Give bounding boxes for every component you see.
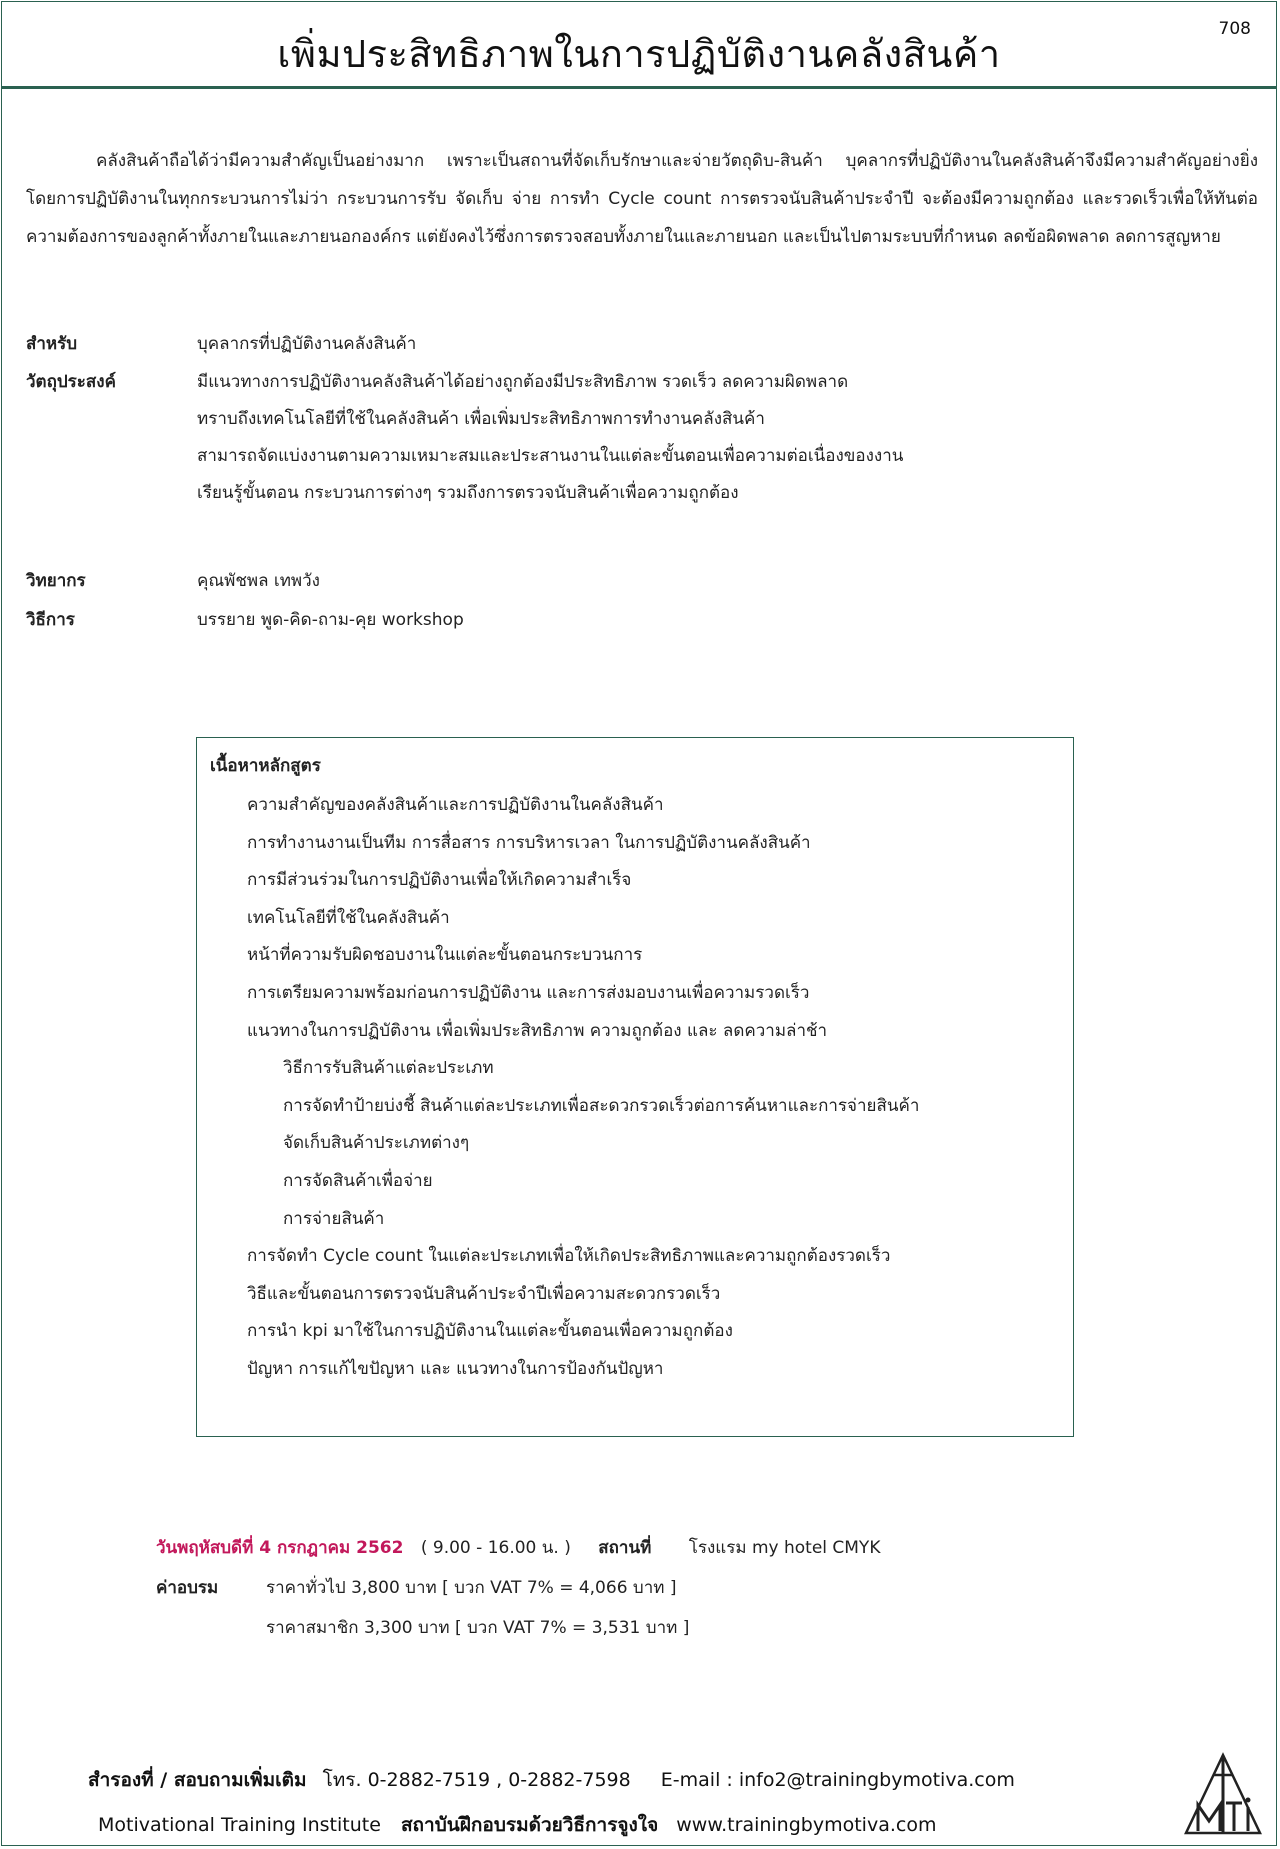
org-name-en: Motivational Training Institute	[98, 1814, 381, 1836]
intro-paragraph: คลังสินค้าถือได้ว่ามีความสำคัญเป็นอย่างมาก เพราะเป็นสถานที่จัดเก็บรักษาและจ่ายวัตถุดิบ-สินค้า บุคลากรที่ปฏิบัติงานในคลังสินค้าจึงมีความสำคัญอย่างยิ่ง โดยการปฏิบัติงานในทุกกระบวนการไม่ว่า กระบวนการรับ จัดเก็บ จ่าย การทำ Cycle count การตรวจนับสินค้าประจำปี จะต้องมีความถูกต้อง และรวดเร็วเพื่อให้ทันต่อความต้องการของลูกค้าทั้งภายในและภายนอกองค์กร แต่ยังคงไว้ซึ่งการตรวจสอบทั้งภายในและภายนอก และเป็นไปตามระบบที่กำหนด ลดข้อผิดพลาด ลดการสูญหาย	[26, 151, 1258, 247]
venue-label: สถานที่	[598, 1538, 652, 1558]
website-link[interactable]: www.trainingbymotiva.com	[676, 1814, 937, 1836]
outline-subitem: วิธีการรับสินค้าแต่ละประเภท	[283, 1058, 494, 1079]
audience-label: สำหรับ	[26, 334, 78, 354]
outline-list	[197, 787, 919, 1389]
outline-item: การมีส่วนร่วมในการปฏิบัติงานเพื่อให้เกิดความสำเร็จ	[247, 870, 632, 891]
reserve-label: สำรองที่ / สอบถามเพิ่มเติม	[88, 1769, 307, 1791]
outline-item: ปัญหา การแก้ไขปัญหา และ แนวทางในการป้องกันปัญหา	[247, 1358, 664, 1379]
page-header	[1, 1, 1277, 89]
speaker-value: คุณพัชพล เทพวัง	[197, 571, 320, 591]
outline-subitem: จัดเก็บสินค้าประเภทต่างๆ	[283, 1133, 470, 1154]
method-label: วิธีการ	[26, 610, 75, 630]
event-time: ( 9.00 - 16.00 น. )	[420, 1538, 571, 1558]
phone-numbers: โทร. 0-2882-7519 , 0-2882-7598	[322, 1769, 631, 1791]
page-title: เพิ่มประสิทธิภาพในการปฏิบัติงานคลังสินค้า	[277, 32, 1001, 76]
objectives-list	[197, 364, 903, 512]
mti-logo-icon	[1182, 1751, 1264, 1837]
outline-item: ความสำคัญของคลังสินค้าและการปฏิบัติงานในคลังสินค้า	[247, 795, 664, 815]
outline-item: หน้าที่ความรับผิดชอบงานในแต่ละขั้นตอนกระบวนการ	[247, 945, 643, 966]
organization-line	[98, 1810, 936, 1840]
event-date: วันพฤหัสบดีที่ 4 กรกฎาคม 2562	[156, 1538, 404, 1558]
outline-item: เทคโนโลยีที่ใช้ในคลังสินค้า	[247, 907, 450, 928]
objective-item: สามารถจัดแบ่งงานตามความเหมาะสมและประสานงานในแต่ละขั้นตอนเพื่อความต่อเนื่องของงาน	[197, 446, 904, 466]
fee-member: ราคาสมาชิก 3,300 บาท [ บวก VAT 7% = 3,531 บาท ]	[266, 1618, 690, 1638]
outline-item: การจัดทำ Cycle count ในแต่ละประเภทเพื่อให้เกิดประสิทธิภาพและความถูกต้องรวดเร็ว	[247, 1246, 891, 1267]
objective-item: เรียนรู้ขั้นตอน กระบวนการต่างๆ รวมถึงการตรวจนับสินค้าเพื่อความถูกต้อง	[197, 483, 739, 503]
speaker-label: วิทยากร	[26, 571, 86, 591]
outline-item: การนำ kpi มาใช้ในการปฏิบัติงานในแต่ละขั้นตอนเพื่อความถูกต้อง	[247, 1321, 733, 1342]
course-outline-box	[196, 737, 1074, 1437]
contact-line	[88, 1765, 1015, 1795]
fee-general: ราคาทั่วไป 3,800 บาท [ บวก VAT 7% = 4,066 บาท ]	[266, 1578, 677, 1598]
outline-subitem: การจัดสินค้าเพื่อจ่าย	[283, 1170, 433, 1191]
page-number: 708	[1218, 19, 1251, 39]
objective-item: ทราบถึงเทคโนโลยีที่ใช้ในคลังสินค้า เพื่อเพิ่มประสิทธิภาพการทำงานคลังสินค้า	[197, 409, 765, 429]
method-value: บรรยาย พูด-คิด-ถาม-คุย workshop	[197, 610, 464, 630]
outline-item: การทำงานงานเป็นทีม การสื่อสาร การบริหารเวลา ในการปฏิบัติงานคลังสินค้า	[247, 832, 811, 853]
outline-subitem: การจัดทำป้ายบ่งชี้ สินค้าแต่ละประเภทเพื่อสะดวกรวดเร็วต่อการค้นหาและการจ่ายสินค้า	[283, 1095, 920, 1116]
objectives-label: วัตถุประสงค์	[26, 372, 116, 392]
venue-value: โรงแรม my hotel CMYK	[688, 1538, 881, 1558]
outline-title: เนื้อหาหลักสูตร	[210, 756, 321, 776]
audience-value: บุคลากรที่ปฏิบัติงานคลังสินค้า	[197, 334, 417, 354]
contact-email[interactable]: E-mail : info2@trainingbymotiva.com	[660, 1769, 1015, 1791]
event-line	[156, 1532, 880, 1564]
objective-item: มีแนวทางการปฏิบัติงานคลังสินค้าได้อย่างถูกต้องมีประสิทธิภาพ รวดเร็ว ลดความผิดพลาด	[197, 372, 849, 392]
fee-label: ค่าอบรม	[156, 1578, 219, 1598]
org-name-th: สถาบันฝึกอบรมด้วยวิธีการจูงใจ	[400, 1814, 659, 1836]
outline-item: วิธีและขั้นตอนการตรวจนับสินค้าประจำปีเพื่อความสะดวกรวดเร็ว	[247, 1283, 721, 1304]
fee-label-row	[156, 1572, 218, 1604]
outline-subitem: การจ่ายสินค้า	[283, 1208, 385, 1229]
outline-item: การเตรียมความพร้อมก่อนการปฏิบัติงาน และการส่งมอบงานเพื่อความรวดเร็ว	[247, 982, 810, 1003]
outline-item: แนวทางในการปฏิบัติงาน เพื่อเพิ่มประสิทธิภาพ ความถูกต้อง และ ลดความล่าช้า	[247, 1020, 828, 1041]
